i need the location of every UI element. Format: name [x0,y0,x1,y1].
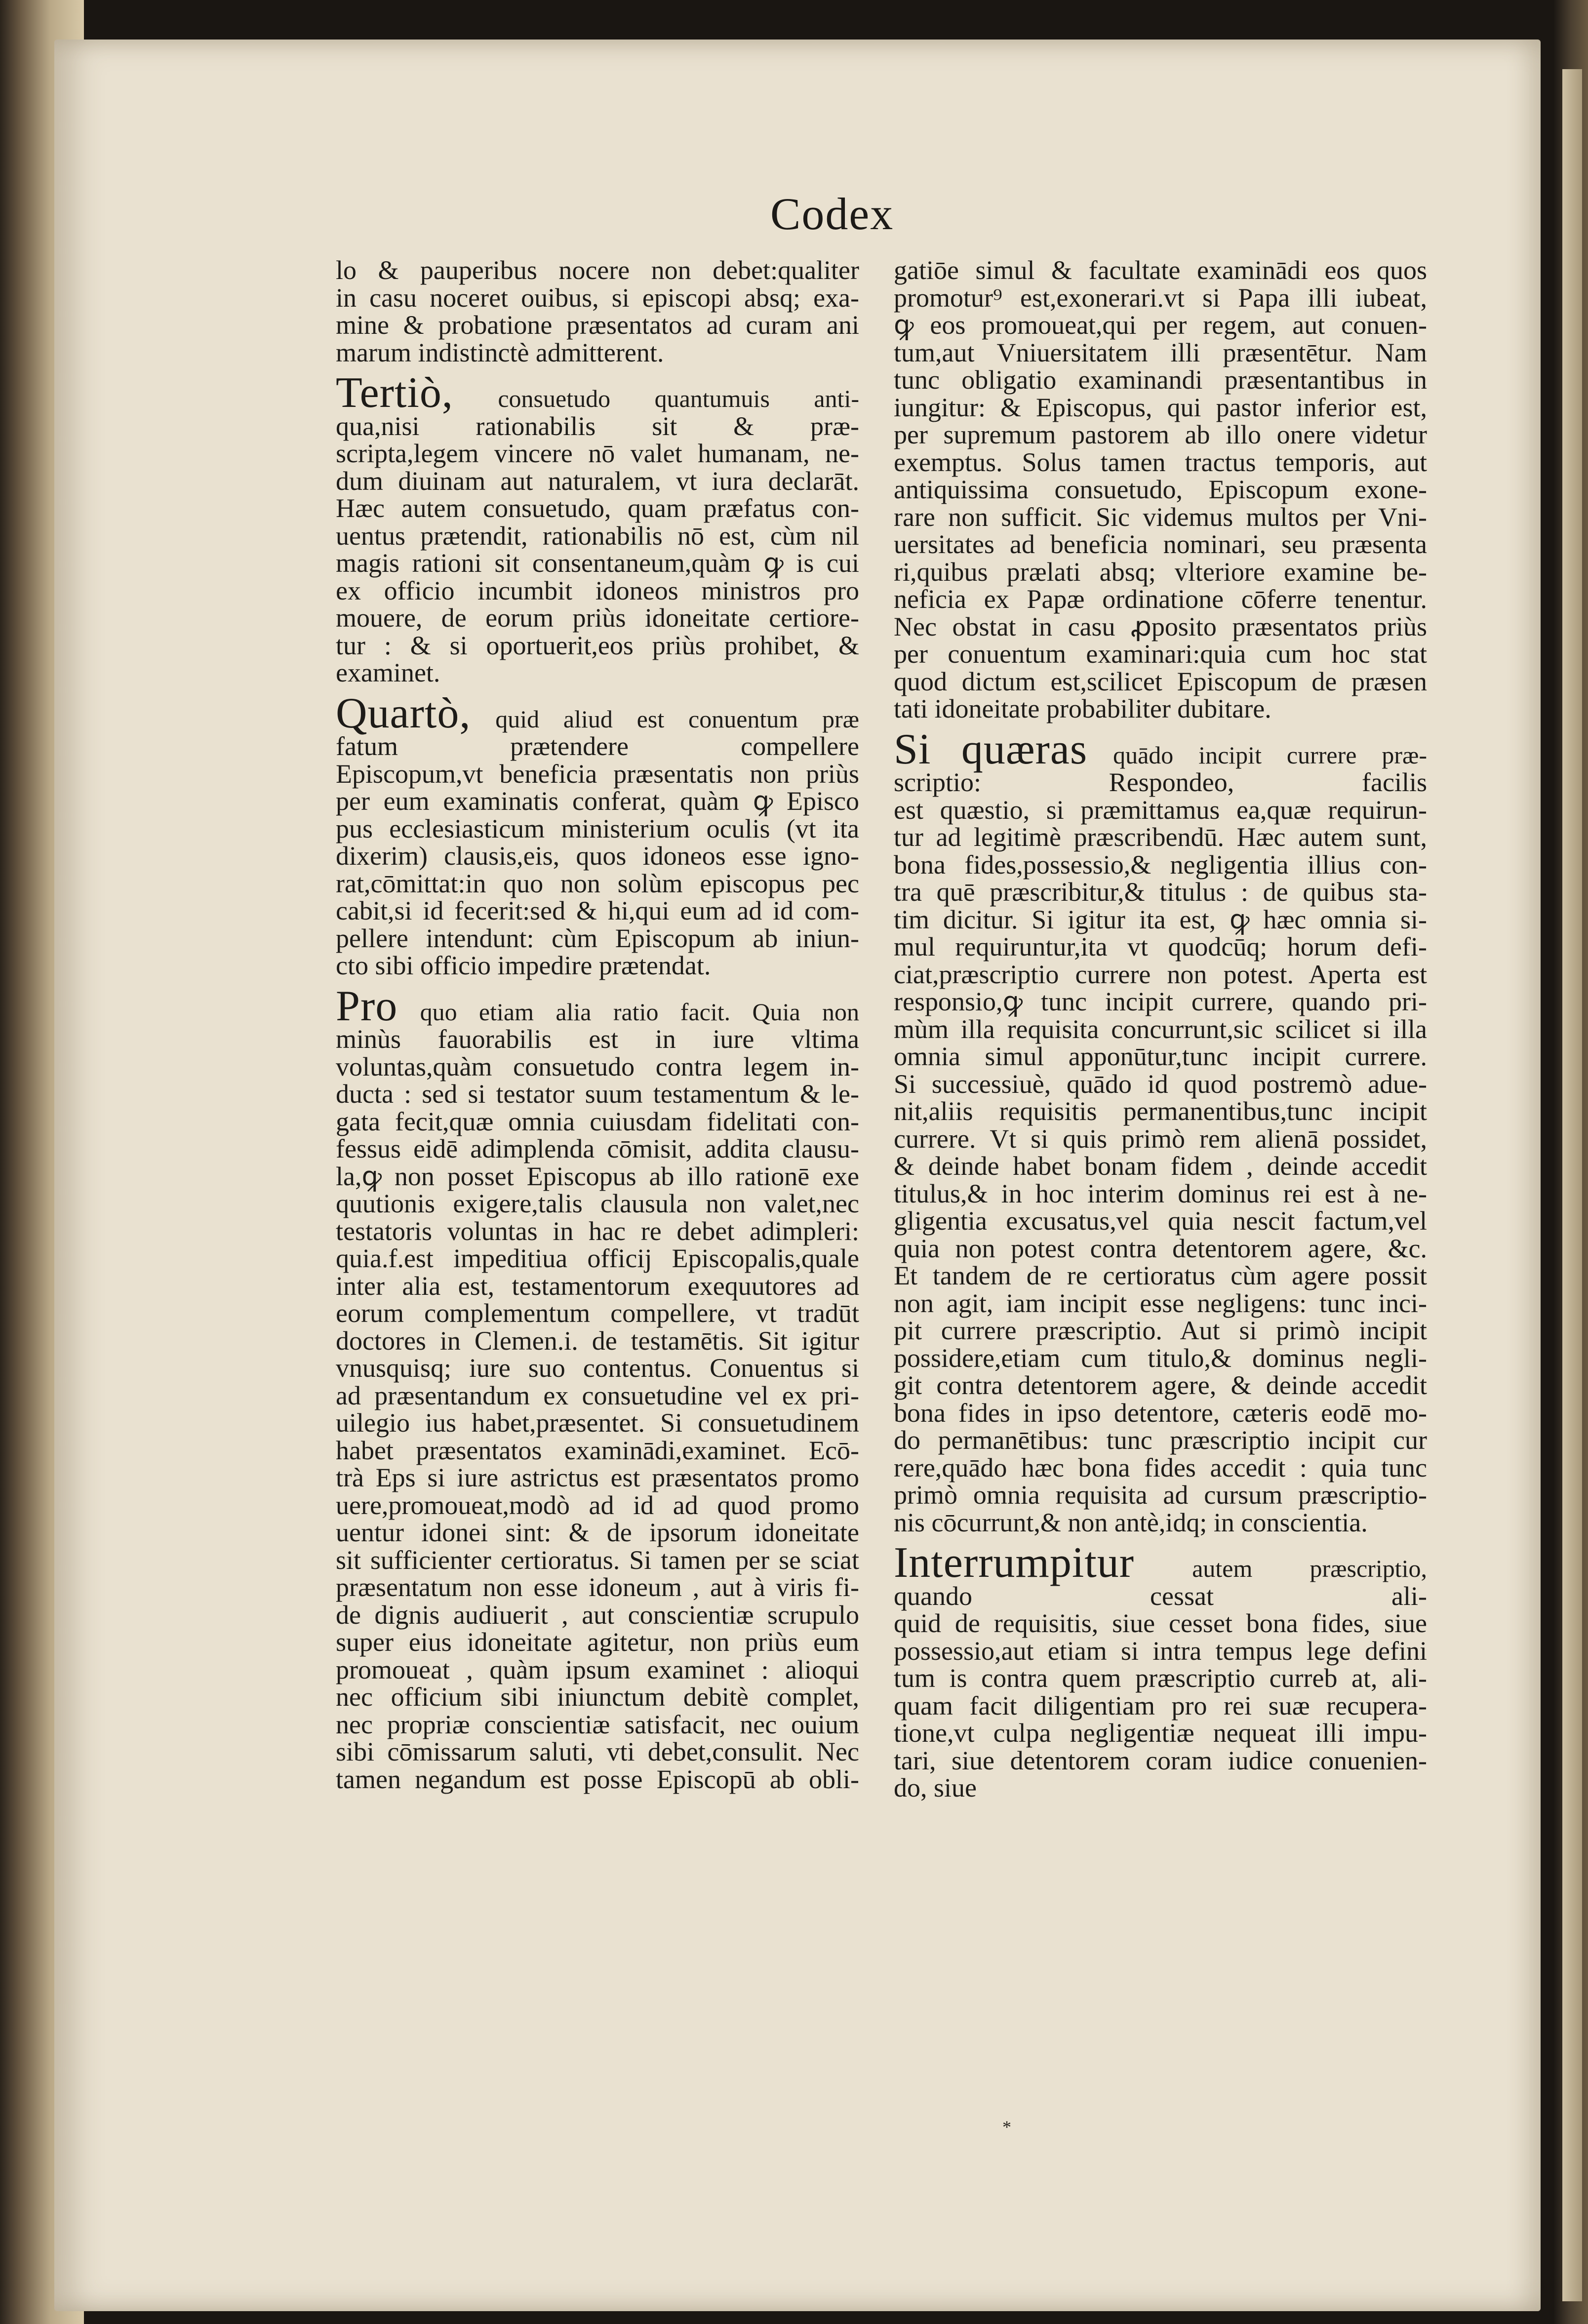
right-p3-line: quam facit diligentiam pro rei suæ recupera- [894,1690,1427,1721]
right-p1-line: ri,quibus prælati absq; vlteriore examine be- [894,557,1427,587]
left-p2-lead-continuation: consuetudo quantumuis anti- [498,385,860,412]
left-p2-line: examinet. [336,658,440,687]
right-p2-line: pit currere præscriptio. Aut si primò incipit [894,1316,1427,1345]
left-p4-line: vnusquisq; iure suo contentus. Conuentus si [336,1353,859,1383]
right-p2-line: bona fides in ipso detentore, cæteris eodē mo- [894,1398,1427,1428]
left-p4-line: sibi cōmissarum saluti, vti debet,consulit. Nec [336,1737,859,1766]
right-p3-line: do, siue [894,1773,977,1803]
right-p2-line: Et tandem de re certioratus cùm agere possit [894,1261,1427,1290]
right-p2-line: quia non potest contra detentorem agere, &c. [894,1233,1427,1263]
right-p3-opening [894,1539,1427,1587]
left-p3-line: dixerim) clausis,eis, quos idoneos esse igno- [336,841,859,871]
left-p3-line: pellere intendunt: cùm Episcopum ab iniun- [336,923,859,953]
left-p3-opening [336,689,860,737]
right-p2-line: mul requiruntur,ita vt quodcūq; horum defi- [894,932,1427,962]
left-p2-line: dum diuinam aut naturalem, vt iura declarāt. [336,466,859,496]
left-p1-line: marum indistinctè admitterent. [336,337,664,367]
left-p3-line: cto sibi officio impedire prætendat. [336,951,711,980]
right-p2-lead-continuation: quādo incipit currere præ- [1113,741,1428,769]
left-p3-line: Episcopum,vt beneficia præsentatis non priùs [336,759,859,789]
left-p2-lead-word: Tertiò, [336,369,453,417]
right-p2-line: primò omnia requisita ad cursum præscriptio- [894,1480,1427,1510]
right-p2-line: ciat,præscriptio currere non potest. Aperta est [894,959,1427,989]
right-p2-line: nit,aliis requisitis permanentibus,tunc incipit [894,1096,1427,1126]
right-p2-opening [894,725,1428,773]
left-p3-line: fatum prætendere compellere [336,731,859,761]
right-p3-line: tari, siue detentorem coram iudice conuenien- [894,1745,1427,1775]
right-p2-line: git contra detentorem agere, & deinde accedit [894,1370,1427,1400]
right-p3-line: quando cessat ali- [894,1581,1427,1611]
right-p2-line: omnia simul apponūtur,tunc incipit currere. [894,1042,1427,1071]
left-p4-lead-continuation: quo etiam alia ratio facit. Quia non [420,998,859,1026]
right-p1-line: per supremum pastorem ab illo onere videtur [894,420,1427,449]
left-p4-line: nec officium sibi iniunctum debitè complet, [336,1682,859,1712]
right-p3-lead-continuation: autem præscriptio, [1192,1555,1427,1582]
left-p2-line: tur : & si oportuerit,eos priùs prohibet, & [336,630,859,660]
left-p4-line: quutionis exigere,talis clausula non valet,nec [336,1189,859,1218]
left-p4-line: inter alia est, testamentorum exequutores ad [336,1271,859,1301]
left-p3-lead-continuation: quid aliud est conuentum præ [495,705,860,733]
left-p4-opening [336,982,859,1030]
left-p2-opening [336,369,860,417]
running-head: Codex [770,189,894,239]
left-p3-lead-word: Quartò, [336,689,471,737]
right-p2-line: currere. Vt si quis primò rem alienā possidet, [894,1123,1427,1154]
signature-mark: * [1002,2117,1011,2137]
left-p4-line: uilegio ius habet,præsentet. Si consuetudinem [336,1408,859,1438]
right-p2-line: non agit, iam incipit esse negligens: tunc inci- [894,1288,1427,1318]
left-p2-line: magis rationi sit consentaneum,quàm ꝙ is cui [336,548,859,578]
right-p1-line: gatiōe simul & facultate examinādi eos quos [894,255,1427,285]
left-p4-line: uere,promoueat,modò ad id ad quod promo [336,1490,859,1520]
left-p3-line: cabit,si id fecerit:sed & hi,qui eum ad id com- [336,896,859,925]
left-p4-line: trà Eps si iure astrictus est præsentatos promo [336,1463,859,1492]
right-p2-line: & deinde habet bonam fidem , deinde accedit [894,1151,1427,1181]
right-p2-line: do permanētibus: tunc præscriptio incipit cur [894,1425,1427,1455]
left-p4-line: promoueat , quàm ipsum examinet : alioqui [336,1654,859,1684]
right-p2-line: tra quē præscribitur,& titulus : de quibus sta- [894,877,1427,907]
right-p2-line: nis cōcurrunt,& non antè,idq; in conscientia. [894,1507,1368,1537]
left-p4-line: ad præsentandum ex consuetudine vel ex pri- [336,1380,859,1410]
right-p2-line: gligentia excusatus,vel quia nescit factum,vel [894,1206,1427,1236]
left-p4-line: uentur idonei sint: & de ipsorum idoneitate [336,1518,859,1547]
left-p4-line: præsentatum non esse idoneum , aut à viris fi- [336,1572,859,1602]
right-p1-line: rare non sufficit. Sic videmus multos per Vni- [894,502,1427,532]
right-p1-line: antiquissima consuetudo, Episcopum exone- [894,475,1427,504]
right-p2-line: mùm illa requisita concurrunt,sic scilicet si illa [894,1014,1427,1044]
left-p4-line: de dignis audiuerit , aut conscientiæ scrupulo [336,1600,859,1630]
right-p2-line: tur ad legitimè præscribendū. Hæc autem sunt, [894,822,1427,852]
right-p1-line: quod dictum est,scilicet Episcopum de præsen [894,666,1427,696]
left-p4-line: sit sufficienter certioratus. Si tamen per se sciat [336,1545,859,1575]
right-p2-line: responsio,ꝙ tunc incipit currere, quando pri- [894,987,1427,1016]
left-p2-line: qua,nisi rationabilis sit & præ- [336,411,859,441]
right-p1-line: iungitur: & Episcopus, qui pastor inferior est, [894,392,1427,422]
left-p4-line: nec propriæ conscientiæ satisfacit, nec ouium [336,1709,859,1739]
right-p1-line: per conuentum examinari:quia cum hoc stat [894,639,1427,669]
right-p3-line: quid de requisitis, siue cesset bona fides, siue [894,1608,1427,1638]
right-p3-lead-word: Interrumpitur [894,1539,1135,1587]
left-p4-line: quia.f.est impeditiua officij Episcopalis,quale [336,1243,859,1273]
left-p1-line: mine & probatione præsentatos ad curam ani [336,310,859,340]
right-p1-line: exemptus. Solus tamen tractus temporis, aut [894,447,1427,477]
left-p4-line: tamen negandum est posse Episcopū ab obli- [336,1764,859,1794]
right-p1-line: ꝙ eos promoueat,qui per regem, aut conuen- [894,310,1427,340]
left-p4-line: doctores in Clemen.i. de testamētis. Sit igitur [336,1325,859,1356]
left-p3-line: per eum examinatis conferat, quàm ꝙ Episco [336,786,859,816]
right-column [894,257,1427,1802]
left-p2-line: scripta,legem vincere nō valet humanam, ne- [336,439,859,468]
left-p4-line: testatoris voluntas in hac re debet adimpleri: [336,1216,859,1246]
right-p1-line: tum,aut Vniuersitatem illi præsentētur. Nam [894,337,1427,367]
right-p2-lead-word: Si quæras [894,725,1088,773]
right-p1-line: promotur⁹ est,exonerari.vt si Papa illi iubeat, [894,282,1427,313]
right-p2-line: titulus,& in hoc interim dominus rei est à ne- [894,1178,1427,1208]
left-p4-line: ducta : sed si testator suum testamentum & le- [336,1079,859,1109]
left-p4-line: gata fecit,quæ omnia cuiusdam fidelitati con- [336,1106,859,1136]
right-p1-line: neficia ex Papæ ordinatione cōferre tenentur. [894,584,1427,614]
left-p2-line: Hæc autem consuetudo, quam præfatus con- [336,493,859,523]
left-p4-line: eorum complementum compellere, vt tradūt [336,1298,859,1328]
left-p4-line: voluntas,quàm consuetudo contra legem in- [336,1051,859,1082]
right-p2-line: possidere,etiam cum titulo,& dominus negli- [894,1343,1427,1373]
right-p1-line: Nec obstat in casu ꝓposito præsentatos priùs [894,611,1427,641]
right-p2-line: rere,quādo hæc bona fides accedit : quia tunc [894,1452,1427,1483]
left-p4-line: la,ꝙ non posset Episcopus ab illo rationē exe [336,1161,859,1191]
right-p3-line: tum is contra quem præscriptio curreb at, ali- [894,1663,1427,1693]
right-p1-line: tati idoneitate probabiliter dubitare. [894,694,1271,723]
right-p2-line: scriptio: Respondeo, facilis [894,767,1427,797]
right-p2-line: Si successiuè, quādo id quod postremò adue- [894,1069,1427,1099]
right-p2-line: bona fides,possessio,& negligentia illius con- [894,849,1427,880]
right-p3-line: possessio,aut etiam si intra tempus lege defini [894,1636,1427,1666]
right-p2-line: est quæstio, si præmittamus ea,quæ requirun- [894,795,1427,825]
right-p1-line: uersitates ad beneficia nominari, seu præsenta [894,529,1427,559]
right-p2-line: tim dicitur. Si igitur ita est, ꝙ hæc omnia si- [894,904,1427,934]
right-p1-line: tunc obligatio examinandi præsentantibus in [894,365,1427,395]
left-column [336,257,859,1793]
left-p4-line: minùs fauorabilis est in iure vltima [336,1024,859,1054]
right-p3-line: tione,vt culpa negligentiæ nequeat illi impu- [894,1718,1427,1748]
left-p3-line: pus ecclesiasticum ministerium oculis (vt ita [336,813,859,843]
left-p2-line: ex officio incumbit idoneos ministros pro [336,575,859,605]
left-p2-line: mouere, de eorum priùs idoneitate certiore- [336,603,859,633]
left-p4-line: super eius idoneitate agitetur, non priùs eum [336,1627,859,1657]
left-p3-line: rat,cōmittat:in quo non solùm episcopus pec [336,868,859,898]
left-p4-line: fessus eidē adimplenda cōmisit, addita clausu- [336,1134,859,1163]
left-p4-line: habet præsentatos examinādi,examinet. Ecō- [336,1435,859,1465]
left-p1-line: lo & pauperibus nocere non debet:qualiter [336,255,859,285]
left-p2-line: uentus prætendit, rationabilis nō est, cùm nil [336,521,859,551]
left-p1-line: in casu noceret ouibus, si episcopi absq; exa- [336,282,859,313]
left-p4-lead-word: Pro [336,982,398,1030]
facing-page-edge [1553,0,1588,2324]
